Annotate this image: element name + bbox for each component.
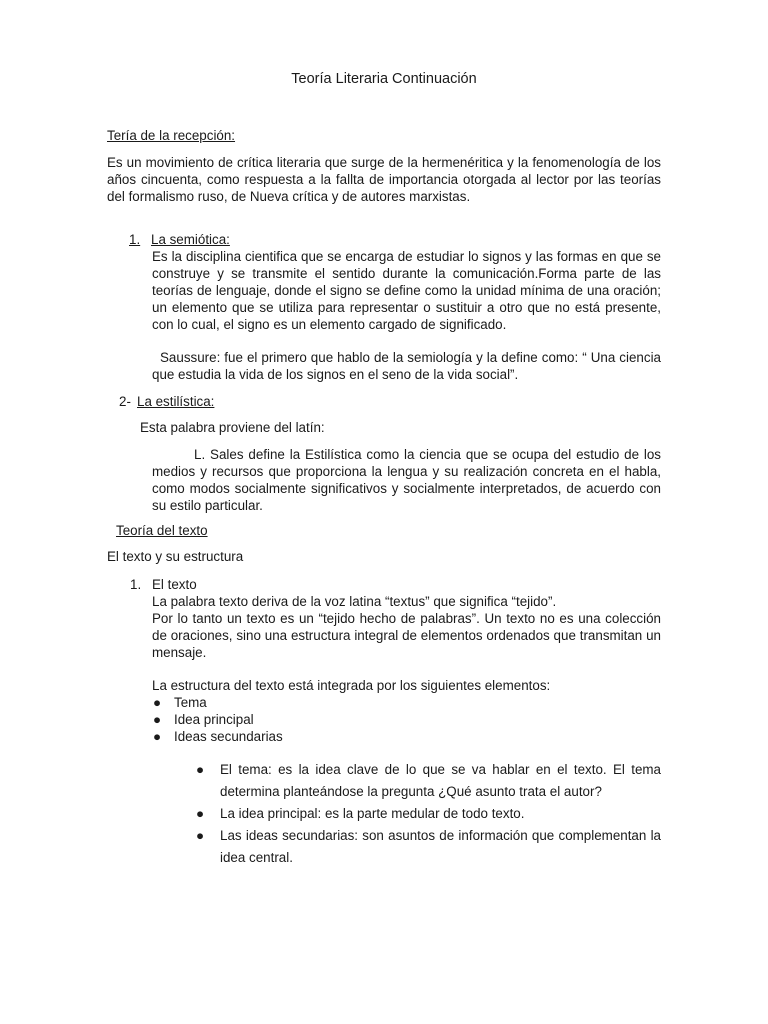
bullet-icon: ● <box>153 695 162 710</box>
structure-intro: La estructura del texto está integrada por los siguientes elementos: <box>152 678 551 693</box>
stylistics-heading: La estilística: <box>137 394 215 409</box>
list-item-text: Ideas secundarias <box>174 729 283 744</box>
semiotics-number <box>129 231 140 248</box>
list-item-text: Tema <box>174 695 207 710</box>
stylistics-paragraph: L. Sales define la Estilística como la ciencia que se ocupa del estudio de los medios y recursos que proporciona la lengua y su realización concreta en el habla, como modos socialmente significativos y socialmente interpretados, de acuerdo con su estilo particular. <box>152 447 661 513</box>
bullet-icon: ● <box>196 806 205 821</box>
list-item-text: La idea principal: es la parte medular de todo texto. <box>220 806 525 821</box>
reception-heading: Tería de la recepción: <box>107 128 236 143</box>
list-item-text: Idea principal <box>174 712 254 727</box>
text-item-title: El texto <box>152 577 197 592</box>
reception-paragraph: Es un movimiento de crítica literaria que surge de la hermenéritica y la fenomenología de los años cincuenta, como respuesta a la fallta de importancia otorgada al lector por las teorías del formalismo ruso, de Nueva crítica y de autores marxistas. <box>107 155 661 204</box>
bullet-icon: ● <box>196 762 205 777</box>
bullet-icon: ● <box>196 828 205 843</box>
page-title: Teoría Literaria Continuación <box>291 71 477 87</box>
list-item <box>152 711 552 728</box>
text-etymology-line: La palabra texto deriva de la voz latina “textus” que significa “tejido”. <box>152 594 557 609</box>
list-item <box>196 803 661 825</box>
semiotics-number-label: 1. <box>129 232 141 247</box>
text-item-number: 1. <box>130 577 142 592</box>
semiotics-paragraph: Es la disciplina cientifica que se encarga de estudiar lo signos y las formas en que se construye y se transmite el sentido durante la comunicación.Forma parte de las teorías de lenguaje, donde el signo se define como la unidad mínima de una oración; un elemento que se utiliza para representar o sustituir a otro que no está presente, con lo cual, el signo es un elemento cargado de significado. <box>152 249 661 332</box>
list-item <box>196 759 661 803</box>
list-item <box>196 825 661 869</box>
stylistics-number: 2- <box>119 394 131 409</box>
stylistics-origin: Esta palabra proviene del latín: <box>140 420 325 435</box>
list-item <box>152 728 552 745</box>
semiotics-heading: La semiótica: <box>151 232 230 247</box>
text-structure-subheading: El texto y su estructura <box>107 549 244 564</box>
structure-elements-list <box>152 694 552 745</box>
saussure-paragraph: Saussure: fue el primero que hablo de la semiología y la define como: “ Una ciencia que estudia la vida de los signos en el seno de la vida social”. <box>152 350 661 382</box>
list-item-text: Las ideas secundarias: son asuntos de información que complementan la idea central. <box>220 828 661 865</box>
text-definition-paragraph: Por lo tanto un texto es un “tejido hecho de palabras”. Un texto no es una colección de oraciones, sino una estructura integral de elementos ordenados que transmitan un mensaje. <box>152 611 661 660</box>
text-theory-heading: Teoría del texto <box>116 523 208 538</box>
bullet-icon: ● <box>153 712 162 727</box>
list-item-text: El tema: es la idea clave de lo que se va hablar en el texto. El tema determina planteándose la pregunta ¿Qué asunto trata el autor? <box>220 762 661 799</box>
structure-definitions-list <box>196 759 661 869</box>
list-item <box>152 694 552 711</box>
bullet-icon: ● <box>153 729 162 744</box>
